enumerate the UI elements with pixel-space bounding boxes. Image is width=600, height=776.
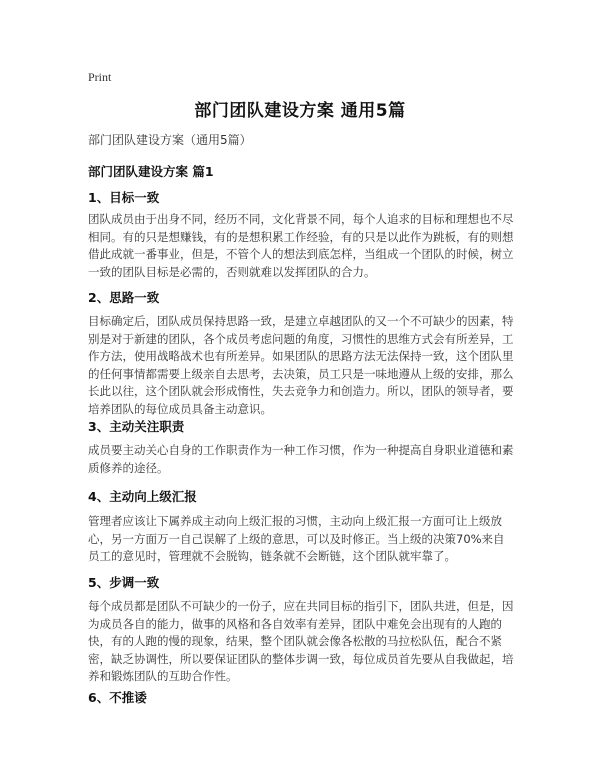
section-heading: 2、思路一致 <box>88 290 160 305</box>
document-subtitle: 部门团队建设方案（通用5篇） <box>88 133 252 147</box>
document-title: 部门团队建设方案 通用5篇 <box>194 101 406 121</box>
section-heading: 1、目标一致 <box>88 190 160 205</box>
section-paragraph: 管理者应该让下属养成主动向上级汇报的习惯，主动向上级汇报一方面可让上级放心，另一方面万一自己误解了上级的意思，可以及时修正。当上级的决策70%来自员工的意见时，管理就不会脱钩，链条就不会断链，这个团队就牢靠了。 <box>88 514 505 563</box>
section-paragraph: 目标确定后，团队成员保持思路一致，是建立卓越团队的又一个不可缺少的因素，特别是对于新建的团队，各个成员考虑问题的角度，习惯性的思维方式会有所差异，工作方法，使用战略战术也有所差异。如果团队的思路方法无法保持一致，这个团队里的任何事情都需要上级亲自去思考，去决策，员工只是一味地遵从上级的安排，那么长此以往，这个团队就会形成惰性，失去竞争力和创造力。所以，团队的领导者，要培养团队的每位成员具备主动意识。 <box>88 314 514 416</box>
section-paragraph: 成员要主动关心自身的工作职责作为一种工作习惯，作为一种提高自身职业道德和素质修养的途径。 <box>88 443 514 475</box>
section-paragraph: 团队成员由于出身不同，经历不同，文化背景不同，每个人追求的目标和理想也不尽相同。有的只是想赚钱，有的是想积累工作经验，有的只是以此作为跳板，有的则想借此成就一番事业，但是，不管个人的想法到底怎样，当组成一个团队的时候，树立一致的团队目标是必需的，否则就难以发挥团队的合力。 <box>88 212 514 279</box>
print-link[interactable]: Print <box>88 70 112 84</box>
section-heading: 4、主动向上级汇报 <box>88 489 197 504</box>
article-heading: 部门团队建设方案 篇1 <box>88 164 214 179</box>
section-heading: 6、不推诿 <box>88 690 147 705</box>
section-paragraph: 每个成员都是团队不可缺少的一份子，应在共同目标的指引下，团队共进，但是，因为成员各自的能力，做事的风格和各自效率有差异，团队中难免会出现有的人跑的快，有的人跑的慢的现象，结果，整个团队就会像各松散的马拉松队伍，配合不紧密，缺乏协调性，所以要保证团队的整体步调一致，每位成员首先要从自我做起，培养和锻炼团队的互助合作性。 <box>88 599 514 683</box>
section-heading: 5、步调一致 <box>88 575 160 590</box>
section-heading: 3、主动关注职责 <box>88 419 185 434</box>
